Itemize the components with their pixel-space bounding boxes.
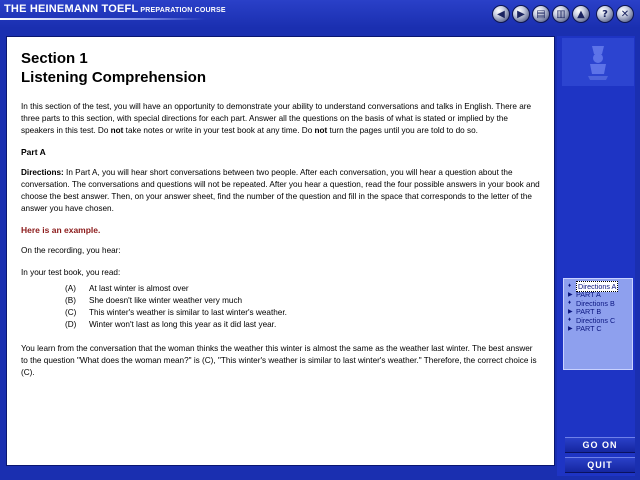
directions-paragraph bbox=[21, 167, 540, 215]
app-title bbox=[4, 3, 226, 15]
nav-item-label: PART C bbox=[576, 324, 602, 334]
option-text: She doesn't like winter weather very much bbox=[89, 296, 243, 305]
option-letter: (A) bbox=[65, 284, 76, 293]
directions-label: Directions: bbox=[21, 168, 64, 177]
intro-text-3: turn the pages until you are told to do so. bbox=[327, 126, 478, 135]
option-a bbox=[65, 283, 540, 295]
test-book-text: In your test book, you read: bbox=[21, 268, 121, 277]
close-icon[interactable] bbox=[616, 5, 634, 23]
nav-item-part-a[interactable] bbox=[568, 291, 632, 300]
nav-item-label: Directions A bbox=[578, 281, 617, 291]
nav-item-label: Directions C bbox=[576, 315, 616, 325]
part-a-label: Part A bbox=[21, 147, 46, 157]
help-glyph: ? bbox=[602, 8, 608, 20]
tutor-icon[interactable] bbox=[572, 5, 590, 23]
nav-item-label: Directions B bbox=[576, 298, 615, 308]
nav-item-part-c[interactable] bbox=[568, 325, 632, 334]
nav-item-directions-a[interactable] bbox=[568, 282, 632, 291]
option-letter: (D) bbox=[65, 320, 77, 329]
answer-options bbox=[65, 283, 540, 331]
section-navigation bbox=[563, 278, 633, 370]
content-panel bbox=[6, 36, 555, 466]
tutor-figure-icon bbox=[562, 38, 634, 86]
intro-paragraph bbox=[21, 101, 540, 137]
title-bar bbox=[0, 0, 640, 28]
back-arrow-icon[interactable] bbox=[492, 5, 510, 23]
go-on-button[interactable]: GO ON bbox=[565, 437, 635, 453]
intro-not-2: not bbox=[314, 126, 328, 135]
option-letter: (B) bbox=[65, 296, 76, 305]
option-text: Winter won't last as long this year as it did last year. bbox=[89, 320, 277, 329]
directions-text: In Part A, you will hear short conversations between two people. After each conversation, you will hear a question about the conversation. The conversations and questions will not be repeated. After you hear a question, read the four possible answers in your book and choose the best answer. Then, on your answer sheet, find the number of the question and fill in the space that corresponds to the letter of the answer you have chosen. bbox=[21, 168, 540, 213]
diamond-bullet-icon: ♦ bbox=[568, 283, 572, 290]
close-glyph: ✕ bbox=[620, 8, 630, 20]
books-icon[interactable] bbox=[552, 5, 570, 23]
quit-button[interactable]: QUIT bbox=[565, 457, 635, 473]
nav-item-label: PART A bbox=[576, 290, 601, 300]
forward-arrow-glyph: ▶ bbox=[517, 8, 525, 20]
tutor-glyph: ▲ bbox=[577, 8, 585, 20]
recording-text: On the recording, you hear: bbox=[21, 246, 121, 255]
nav-item-label: PART B bbox=[576, 307, 602, 317]
triangle-bullet-icon: ▶ bbox=[568, 292, 573, 299]
section-heading: Listening Comprehension bbox=[21, 69, 207, 86]
section-title: Section 1 bbox=[21, 50, 88, 67]
option-c bbox=[65, 307, 540, 319]
triangle-bullet-icon: ▶ bbox=[568, 326, 573, 333]
nav-item-directions-b[interactable] bbox=[568, 299, 632, 308]
app-title-sub: PREPARATION COURSE bbox=[140, 7, 226, 14]
diamond-bullet-icon: ♦ bbox=[568, 317, 572, 324]
help-icon[interactable] bbox=[596, 5, 614, 23]
intro-not-1: not bbox=[110, 126, 124, 135]
title-underline bbox=[0, 18, 205, 20]
nav-item-directions-c[interactable] bbox=[568, 316, 632, 325]
option-letter: (C) bbox=[65, 308, 77, 317]
notes-glyph: ▤ bbox=[536, 8, 546, 20]
nav-item-part-b[interactable] bbox=[568, 308, 632, 317]
option-d bbox=[65, 319, 540, 331]
intro-text-2: take notes or write in your test book at any time. Do bbox=[123, 126, 315, 135]
triangle-bullet-icon: ▶ bbox=[568, 309, 573, 316]
tutor-logo bbox=[562, 38, 634, 86]
option-text: This winter's weather is similar to last winter's weather. bbox=[89, 308, 287, 317]
notes-icon[interactable] bbox=[532, 5, 550, 23]
books-glyph: ▥ bbox=[556, 8, 566, 20]
app-title-main: THE HEINEMANN TOEFL bbox=[4, 3, 139, 15]
example-label: Here is an example. bbox=[21, 225, 101, 235]
back-arrow-glyph: ◀ bbox=[497, 8, 505, 20]
explanation-paragraph: You learn from the conversation that the woman thinks the weather this winter is almost the same as the weather last winter. The best answer to the question "What does the woman mean?" is (C), "This winter's weather is similar to last winter's weather." Therefore, the correct choice is (C). bbox=[21, 344, 537, 377]
side-panel bbox=[557, 36, 635, 476]
option-text: At last winter is almost over bbox=[89, 284, 189, 293]
diamond-bullet-icon: ♦ bbox=[568, 300, 572, 307]
intro-text-1: In this section of the test, you will have an opportunity to demonstrate your ability to understand conversations and talks in English. There are three parts to this section, with special directions for each part. Answer all the questions on the basis of what is stated or implied by the speakers in this test. Do bbox=[21, 102, 532, 135]
option-b bbox=[65, 295, 540, 307]
forward-arrow-icon[interactable] bbox=[512, 5, 530, 23]
